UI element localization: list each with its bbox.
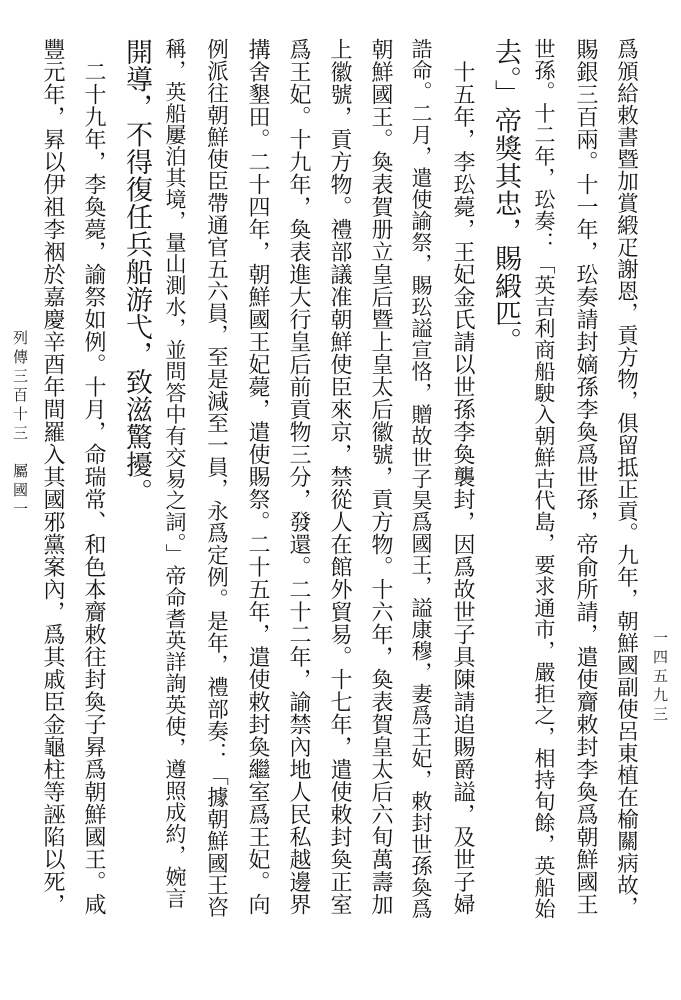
text-column: 爲頒給敕書暨加賞緞疋謝恩，貢方物，俱留抵正貢。九年，朝鮮國副使呂東植在榆關病故，	[613, 38, 639, 918]
text-column: 爲王妃。十九年，奐表進大行皇后前貢物三分，發還。二十二年，諭禁內地人民私越邊界	[286, 38, 311, 916]
text-column: 豐元年，昪以伊祖李裀於嘉慶辛酉年間羅入其國邪黨案內，爲其戚臣金龜柱等誣陷以死，	[40, 38, 65, 916]
text-column: 二十九年，李奐薨，諭祭如例。十月，命瑞常、和色本齎敕往封奐子昪爲朝鮮國王。咸	[81, 38, 106, 916]
text-column: 十五年，李玜薨，王妃金氏請以世孫李奐襲封，因爲故世子具陳請追賜爵謚，及世子婦	[450, 38, 475, 916]
running-header: 列傳三百十三 屬國一	[11, 330, 29, 520]
text-column: 搆舍墾田。二十四年，朝鮮國王妃薨，遣使賜祭。二十五年，遣使敕封奐繼室爲王妃。向	[245, 38, 270, 916]
text-column: 世孫。十二年，玜奏：「英吉利商船駛入朝鮮古代島，要求通市，嚴拒之，相持旬餘，英船始	[532, 38, 556, 920]
text-column: 朝鮮國王。奐表賀册立皇后暨上皇太后徽號，貢方物。十六年，奐表賀皇太后六旬萬壽加	[368, 38, 393, 916]
page-number: 一四五九三	[651, 630, 669, 725]
text-column: 賜銀三百兩。十一年，玜奏請封嫡孫李奐爲世孫，帝俞所請，遣使齎敕封李奐爲朝鮮國王	[573, 38, 598, 916]
text-column: 誥命。二月，遣使諭祭，賜玜謚宣恪，贈故世子昊爲國王，謚康穆，妻爲王妃，敕封世孫奐爲	[409, 38, 433, 920]
text-column: 稱，英船屢泊其境，量山測水，並問答中有交易之詞。」帝命耆英詳詢英使，遵照成約，婉言	[163, 38, 187, 909]
text-column: 開導，不得復任兵船游弋，致滋驚擾。	[121, 38, 152, 506]
text-column: 例派往朝鮮使臣帶通官五六員，至是減至一員，永爲定例。是年，禮部奏：「據朝鮮國王咨	[203, 38, 229, 918]
text-column: 去。」帝獎其忠，賜緞匹。	[490, 38, 521, 355]
text-column: 上徽號，貢方物。禮部議准朝鮮使臣來京，禁從人在館外貿易。十七年，遣使敕封奐正室	[327, 38, 352, 916]
